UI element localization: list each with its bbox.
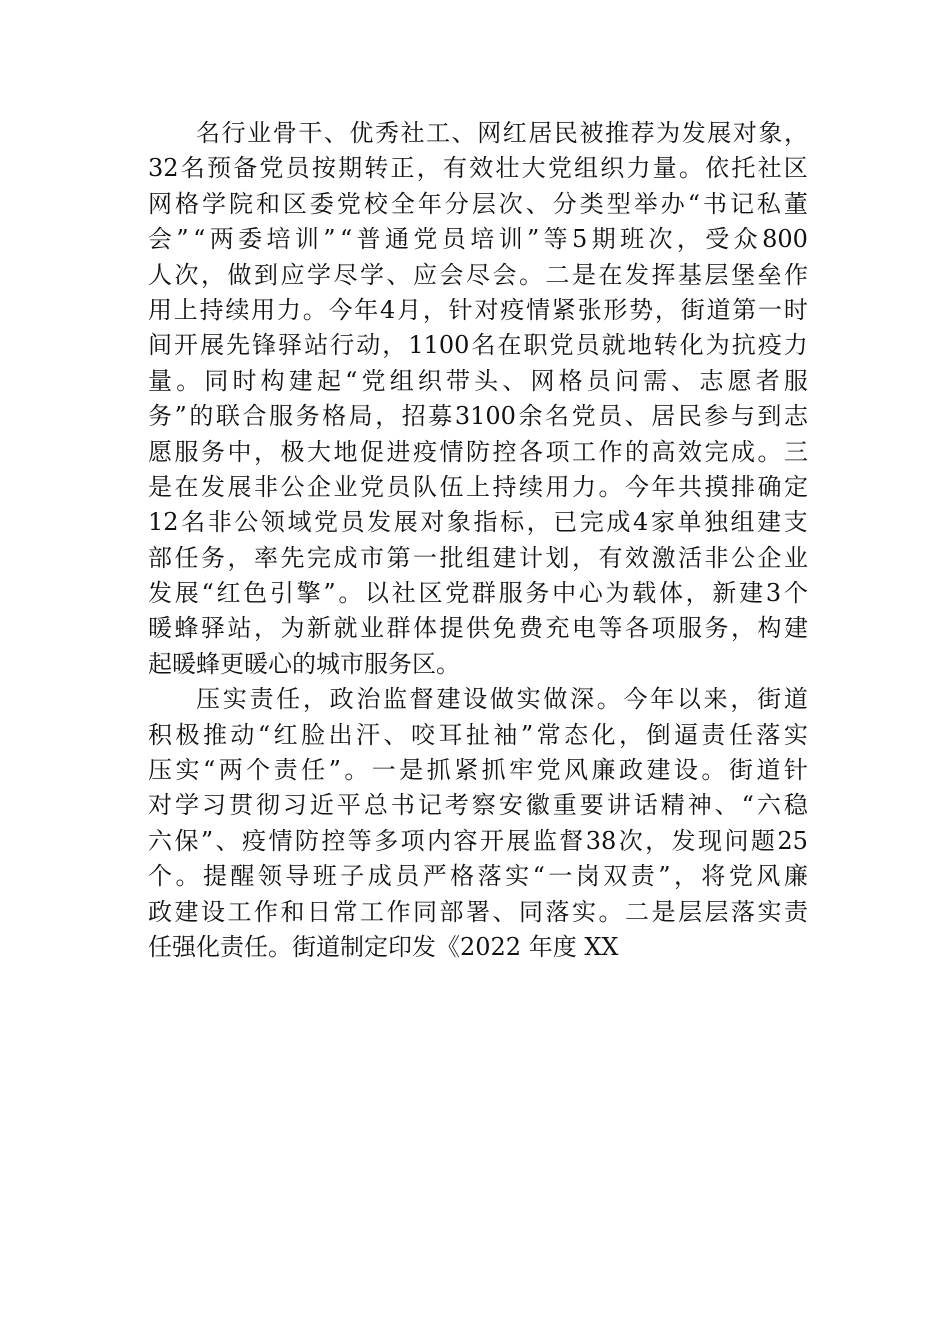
- paragraph: [148, 682, 808, 965]
- body-text: [148, 116, 808, 965]
- text-line: 部 任 务 ， 率 先 完 成 市 第 一 批 组 建 计 划 ， 有 效 激 活 非 公 企 业: [148, 543, 808, 572]
- text-line: 网 格 学 院 和 区 委 党 校 全 年 分 层 次 、 分 类 型 举 办 “ 书 记 私 董: [148, 189, 808, 218]
- text-line: 32 名 预 备 党 员 按 期 转 正 ， 有 效 壮 大 党 组 织 力 量 。 依 托 社 区: [148, 154, 808, 183]
- text-line: 是 在 发 展 非 公 企 业 党 员 队 伍 上 持 续 用 力 。 今 年 共 摸 排 确 定: [148, 472, 808, 501]
- text-line: 暖 蜂 驿 站 ， 为 新 就 业 群 体 提 供 免 费 充 电 等 各 项 服 务 ， 构 建: [148, 614, 808, 643]
- text-line: 务 ” 的 联 合 服 务 格 局 ， 招 募 3100 余 名 党 员 、 居 民 参 与 到 志: [148, 402, 808, 431]
- text-line: 六 保 ” 、 疫 情 防 控 等 多 项 内 容 开 展 监 督 38 次 ， 发 现 问 题 25: [148, 826, 808, 855]
- text-line: 个 。 提 醒 领 导 班 子 成 员 严 格 落 实 “ 一 岗 双 责 ” ， 将 党 风 廉: [148, 862, 808, 891]
- text-line: 量 。 同 时 构 建 起 “ 党 组 织 带 头 、 网 格 员 问 需 、 志 愿 者 服: [148, 366, 808, 395]
- text-line: 压 实 “ 两 个 责 任 ” 。 一 是 抓 紧 抓 牢 党 风 廉 政 建 设 。 街 道 针: [148, 756, 808, 785]
- text-line: 用 上 持 续 用 力 。 今 年 4 月 ， 针 对 疫 情 紧 张 形 势 ， 街 道 第 一 时: [148, 295, 808, 324]
- text-line: 对 学 习 贯 彻 习 近 平 总 书 记 考 察 安 徽 重 要 讲 话 精 神 、 “ 六 稳: [148, 791, 808, 820]
- text-line: 名 行 业 骨 干 、 优 秀 社 工 、 网 红 居 民 被 推 荐 为 发 展 对 象 ，: [196, 119, 808, 147]
- text-line: 会 ” “ 两 委 培 训 ” “ 普 通 党 员 培 训 ” 等 5 期 班 次 ， 受 众 800: [148, 225, 808, 254]
- text-line: 压 实 责 任 ， 政 治 监 督 建 设 做 实 做 深 。 今 年 以 来 ， 街 道: [196, 685, 808, 714]
- text-line: 12 名 非 公 领 域 党 员 发 展 对 象 指 标 ， 已 完 成 4 家 单 独 组 建 支: [148, 508, 808, 537]
- text-line: 发 展 “ 红 色 引 擎 ” 。 以 社 区 党 群 服 务 中 心 为 载 体 ， 新 建 3 个: [148, 579, 808, 608]
- text-line: 愿 服 务 中 ， 极 大 地 促 进 疫 情 防 控 各 项 工 作 的 高 效 完 成 。 三: [148, 437, 808, 466]
- text-line: 任强化责任。街道制定印发《2022 年度 XX: [148, 932, 619, 961]
- paragraph: [148, 116, 808, 682]
- text-line: 人 次 ， 做 到 应 学 尽 学 、 应 会 尽 会 。 二 是 在 发 挥 基 层 堡 垒 作: [148, 260, 808, 289]
- text-line: 政 建 设 工 作 和 日 常 工 作 同 部 署 、 同 落 实 。 二 是 层 层 落 实 责: [148, 897, 808, 926]
- text-line: 积 极 推 动 “ 红 脸 出 汗 、 咬 耳 扯 袖 ” 常 态 化 ， 倒 逼 责 任 落 实: [148, 720, 808, 749]
- text-line: 间 开 展 先 锋 驿 站 行 动 ， 1100 名 在 职 党 员 就 地 转 化 为 抗 疫 力: [148, 331, 808, 360]
- text-line: 起暖蜂更暖心的城市服务区。: [148, 649, 460, 678]
